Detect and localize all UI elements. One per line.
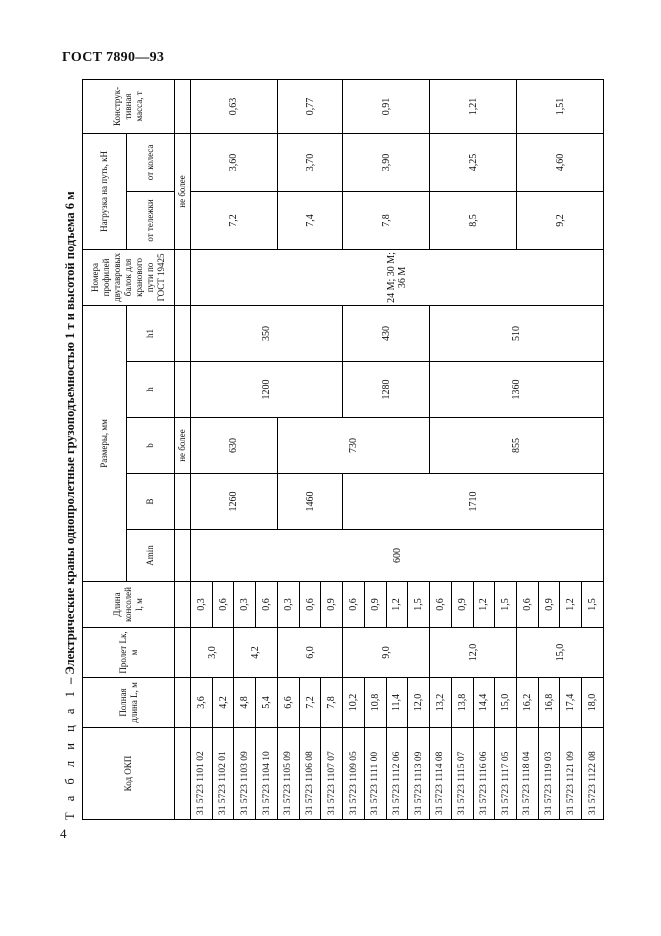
cell-mass: 0,63 [191, 79, 278, 133]
header-h1: h1 [127, 305, 175, 361]
cell-from-trolley: 8,5 [430, 191, 517, 249]
header-from-trolley: от тележки [127, 191, 175, 249]
cell-from-trolley: 7,8 [343, 191, 430, 249]
cell-span: 4,2 [234, 628, 277, 678]
cell-console: 0,6 [299, 582, 321, 628]
header-code: Код ОКП [83, 728, 175, 820]
cell-code: 31 5723 1103 09 [234, 728, 256, 820]
cell-B: 1260 [191, 474, 278, 530]
cell-code: 31 5723 1113 09 [408, 728, 430, 820]
cell-h: 1200 [191, 362, 343, 418]
cell-total-length: 3,6 [191, 678, 213, 728]
header-b: b [127, 418, 175, 474]
cell-total-length: 17,4 [560, 678, 582, 728]
header-from-wheel: от колеса [127, 133, 175, 191]
header-B: В [127, 474, 175, 530]
header-console: Длина консолей l, м [83, 582, 175, 628]
cell-from-wheel: 3,70 [277, 133, 342, 191]
cell-B: 1710 [343, 474, 604, 530]
cell-b: 855 [430, 418, 604, 474]
cell-B: 1460 [277, 474, 342, 530]
cell-from-trolley: 9,2 [517, 191, 604, 249]
cell-console: 0,9 [538, 582, 560, 628]
cell-a-min: 600 [191, 530, 604, 582]
header-a-min: Аmin [127, 530, 175, 582]
cell-console: 0,6 [430, 582, 452, 628]
cell-console: 0,9 [451, 582, 473, 628]
cell-h1: 430 [343, 305, 430, 361]
table-row [277, 79, 299, 819]
cell-mass: 0,91 [343, 79, 430, 133]
table-row [430, 79, 452, 819]
cell-span: 9,0 [343, 628, 430, 678]
cell-code: 31 5723 1101 02 [191, 728, 213, 820]
cell-code: 31 5723 1115 07 [451, 728, 473, 820]
cell-mass: 1,21 [430, 79, 517, 133]
cell-span: 12,0 [430, 628, 517, 678]
cell-h: 1280 [343, 362, 430, 418]
cell-total-length: 16,2 [517, 678, 539, 728]
cell-total-length: 10,8 [364, 678, 386, 728]
page-number: 4 [60, 826, 67, 841]
cell-console: 0,3 [191, 582, 213, 628]
cell-console: 0,3 [234, 582, 256, 628]
header-span: Пролет Lк, м [83, 628, 175, 678]
crane-table [82, 79, 604, 820]
cell-h1: 510 [430, 305, 604, 361]
cell-console: 1,5 [495, 582, 517, 628]
cell-total-length: 13,2 [430, 678, 452, 728]
cell-total-length: 13,8 [451, 678, 473, 728]
header-dimensions: Размеры, мм [83, 305, 127, 581]
cell-console: 0,6 [256, 582, 278, 628]
cell-code: 31 5723 1119 03 [538, 728, 560, 820]
cell-console: 0,6 [343, 582, 365, 628]
cell-h1: 350 [191, 305, 343, 361]
cell-code: 31 5723 1116 06 [473, 728, 495, 820]
cell-total-length: 11,4 [386, 678, 408, 728]
cell-code: 31 5723 1109 05 [343, 728, 365, 820]
cell-console: 0,6 [212, 582, 234, 628]
header-h: h [127, 362, 175, 418]
cell-total-length: 14,4 [473, 678, 495, 728]
cell-code: 31 5723 1117 05 [495, 728, 517, 820]
cell-total-length: 15,0 [495, 678, 517, 728]
cell-from-wheel: 3,90 [343, 133, 430, 191]
note-not-more-dims: не более [175, 418, 191, 474]
cell-console: 0,6 [517, 582, 539, 628]
cell-console: 1,2 [560, 582, 582, 628]
cell-code: 31 5723 1104 10 [256, 728, 278, 820]
cell-profile: 24 М; 30 М; 36 М [191, 249, 604, 305]
cell-span: 6,0 [277, 628, 342, 678]
header-profile: Номера профилей двутавровых балок для кранового пути по ГОСТ 19425 [83, 249, 175, 305]
cell-total-length: 10,2 [343, 678, 365, 728]
cell-code: 31 5723 1111 00 [364, 728, 386, 820]
cell-total-length: 18,0 [582, 678, 604, 728]
cell-code: 31 5723 1122 08 [582, 728, 604, 820]
cell-from-wheel: 4,60 [517, 133, 604, 191]
cell-console: 0,9 [364, 582, 386, 628]
header-wheel-load: Нагрузка на путь, кН [83, 133, 127, 249]
caption-prefix: Т а б л и ц а 1 [63, 687, 77, 820]
cell-b: 630 [191, 418, 278, 474]
cell-mass: 1,51 [517, 79, 604, 133]
caption-text: – Электрические краны однопролетные грузоподъемностью 1 т и высотой подъема 6 м [63, 191, 77, 688]
header-total-length: Полная длина L, м [83, 678, 175, 728]
cell-h: 1360 [430, 362, 604, 418]
cell-console: 1,2 [473, 582, 495, 628]
cell-total-length: 5,4 [256, 678, 278, 728]
cell-total-length: 4,8 [234, 678, 256, 728]
header-mass: Конструк- тивная масса, т [83, 79, 175, 133]
cell-code: 31 5723 1121 09 [560, 728, 582, 820]
cell-console: 0,3 [277, 582, 299, 628]
cell-total-length: 6,6 [277, 678, 299, 728]
cell-span: 3,0 [191, 628, 234, 678]
cell-console: 1,2 [386, 582, 408, 628]
cell-code: 31 5723 1112 06 [386, 728, 408, 820]
rotated-table-area [60, 80, 604, 820]
cell-code: 31 5723 1106 08 [299, 728, 321, 820]
table-caption [60, 80, 80, 820]
cell-total-length: 7,2 [299, 678, 321, 728]
table-body [191, 79, 604, 819]
cell-span: 15,0 [517, 628, 604, 678]
document-header: ГОСТ 7890—93 [62, 50, 165, 65]
cell-console: 1,5 [408, 582, 430, 628]
cell-total-length: 7,8 [321, 678, 343, 728]
note-not-more-load: не более [175, 133, 191, 249]
cell-console: 1,5 [582, 582, 604, 628]
cell-b: 730 [277, 418, 429, 474]
cell-from-wheel: 4,25 [430, 133, 517, 191]
cell-code: 31 5723 1105 09 [277, 728, 299, 820]
cell-total-length: 4,2 [212, 678, 234, 728]
cell-mass: 0,77 [277, 79, 342, 133]
cell-from-trolley: 7,4 [277, 191, 342, 249]
cell-code: 31 5723 1114 08 [430, 728, 452, 820]
cell-from-trolley: 7,2 [191, 191, 278, 249]
cell-code: 31 5723 1118 04 [517, 728, 539, 820]
cell-console: 0,9 [321, 582, 343, 628]
cell-total-length: 16,8 [538, 678, 560, 728]
cell-code: 31 5723 1107 07 [321, 728, 343, 820]
cell-code: 31 5723 1102 01 [212, 728, 234, 820]
cell-total-length: 12,0 [408, 678, 430, 728]
table-row [191, 79, 213, 819]
cell-from-wheel: 3,60 [191, 133, 278, 191]
